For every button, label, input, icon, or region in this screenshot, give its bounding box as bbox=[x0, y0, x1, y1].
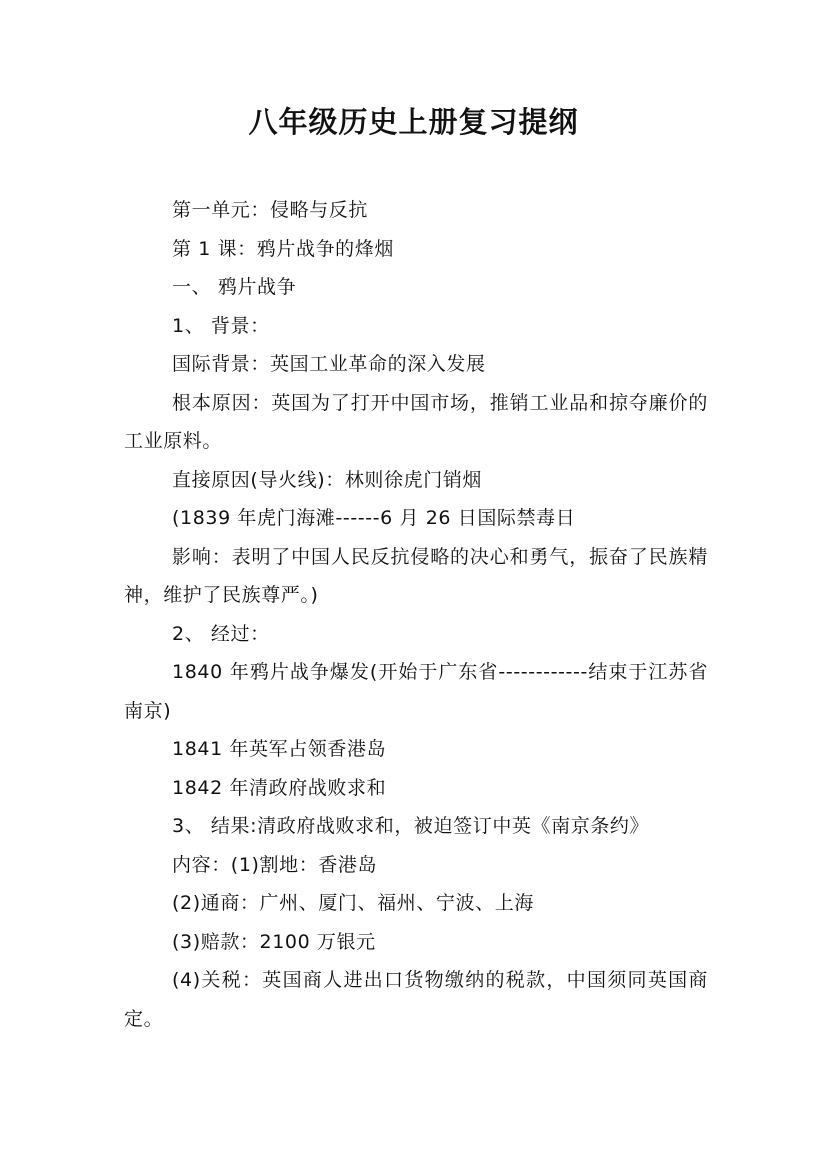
section-heading: 一、 鸦片战争 bbox=[172, 276, 297, 298]
subsection-heading: 1、 背景： bbox=[172, 314, 270, 337]
paragraph: (2)通商：广州、厦门、福州、宁波、上海 bbox=[172, 892, 534, 914]
lesson-heading: 第 1 课：鸦片战争的烽烟 bbox=[172, 237, 394, 260]
paragraph: (1839 年虎门海滩------6 月 26 日国际禁毒日 bbox=[172, 507, 576, 529]
paragraph: 1842 年清政府战败求和 bbox=[172, 776, 387, 799]
subsection-heading: 2、 经过： bbox=[172, 622, 270, 645]
paragraph: 1840 年鸦片战争爆发(开始于广东省------------结束于江苏省南京) bbox=[124, 661, 708, 722]
document-body bbox=[124, 191, 708, 1038]
paragraph: (4)关税：英国商人进出口货物缴纳的税款，中国须同英国商定。 bbox=[124, 969, 708, 1030]
paragraph: 内容：(1)割地：香港岛 bbox=[172, 853, 378, 876]
paragraph: 国际背景：英国工业革命的深入发展 bbox=[172, 353, 486, 375]
paragraph: 1841 年英军占领香港岛 bbox=[172, 738, 387, 760]
paragraph: 根本原因：英国为了打开中国市场，推销工业品和掠夺廉价的工业原料。 bbox=[124, 391, 708, 452]
paragraph: 直接原因(导火线)：林则徐虎门销烟 bbox=[172, 468, 483, 491]
paragraph: (3)赔款：2100 万银元 bbox=[172, 930, 376, 953]
paragraph: 影响：表明了中国人民反抗侵略的决心和勇气，振奋了民族精神，维护了民族尊严。) bbox=[124, 545, 708, 606]
document-title: 八年级历史上册复习提纲 bbox=[248, 105, 579, 139]
subsection-heading: 3、 结果:清政府战败求和，被迫签订中英《南京条约》 bbox=[172, 815, 650, 837]
unit-heading: 第一单元：侵略与反抗 bbox=[172, 199, 369, 221]
